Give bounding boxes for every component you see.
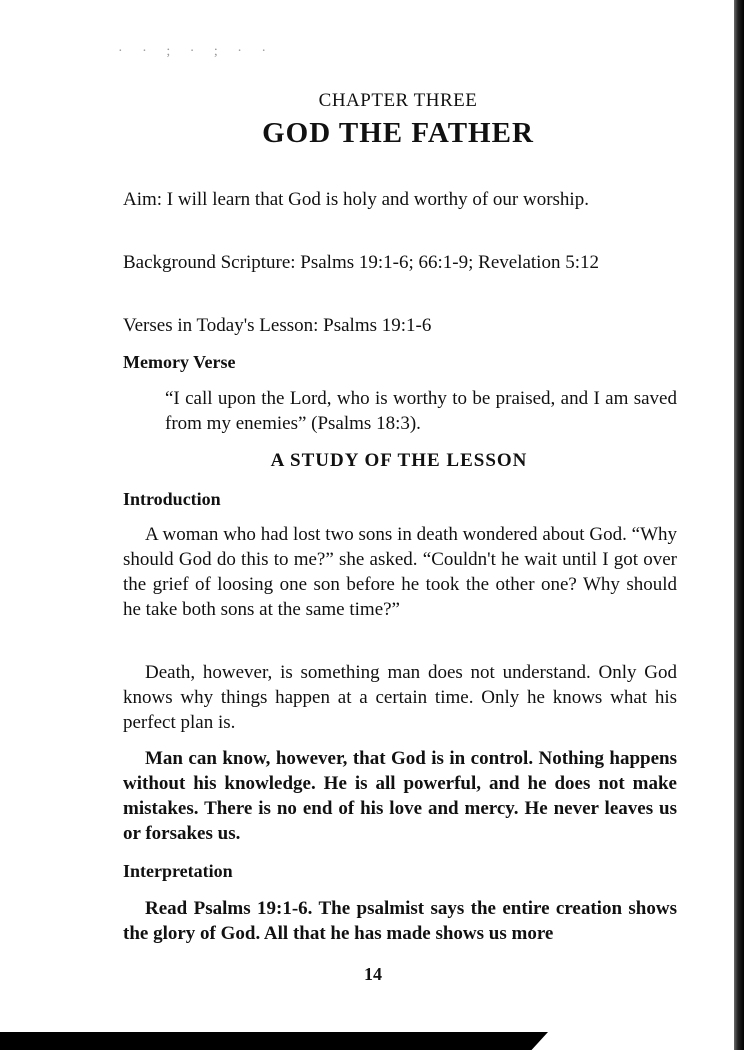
- interpretation-paragraph: Read Psalms 19:1-6. The psalmist says the entire creation shows the glory of God. All that he has made shows us more: [123, 898, 677, 944]
- scan-specks: · · ; · ; · ·: [118, 44, 275, 59]
- chapter-title: GOD THE FATHER: [262, 117, 534, 149]
- background-scripture: Background Scripture: Psalms 19:1-6; 66:1-9; Revelation 5:12: [123, 252, 599, 273]
- intro-paragraph-2: Death, however, is something man does not understand. Only God knows why things happen at a certain time. Only he knows what his perfect plan is.: [123, 662, 677, 733]
- aim-text: Aim: I will learn that God is holy and worthy of our worship.: [123, 189, 589, 210]
- scan-edge-shadow: [734, 0, 744, 1050]
- section-heading: A STUDY OF THE LESSON: [270, 450, 528, 471]
- scan-bottom-bar: [0, 1032, 548, 1050]
- intro-paragraph-3: Man can know, however, that God is in control. Nothing happens without his knowledge. He is all powerful, and he does not make mistakes. There is no end of his love and mercy. He never leaves us or forsakes us.: [123, 748, 677, 844]
- interpretation-heading: Interpretation: [123, 861, 233, 881]
- page-number: 14: [364, 964, 382, 984]
- memory-verse-heading: Memory Verse: [123, 352, 236, 372]
- introduction-heading: Introduction: [123, 489, 221, 509]
- verses-in-lesson: Verses in Today's Lesson: Psalms 19:1-6: [123, 315, 432, 336]
- chapter-label: CHAPTER THREE: [318, 90, 478, 111]
- memory-verse-text: “I call upon the Lord, who is worthy to be praised, and I am saved from my enemies” (Psalms 18:3).: [165, 388, 677, 434]
- intro-paragraph-1: A woman who had lost two sons in death wondered about God. “Why should God do this to me?” she asked. “Couldn't he wait until I got over the grief of loosing one son before he took the other one? Why should he take both sons at the same time?”: [123, 524, 677, 620]
